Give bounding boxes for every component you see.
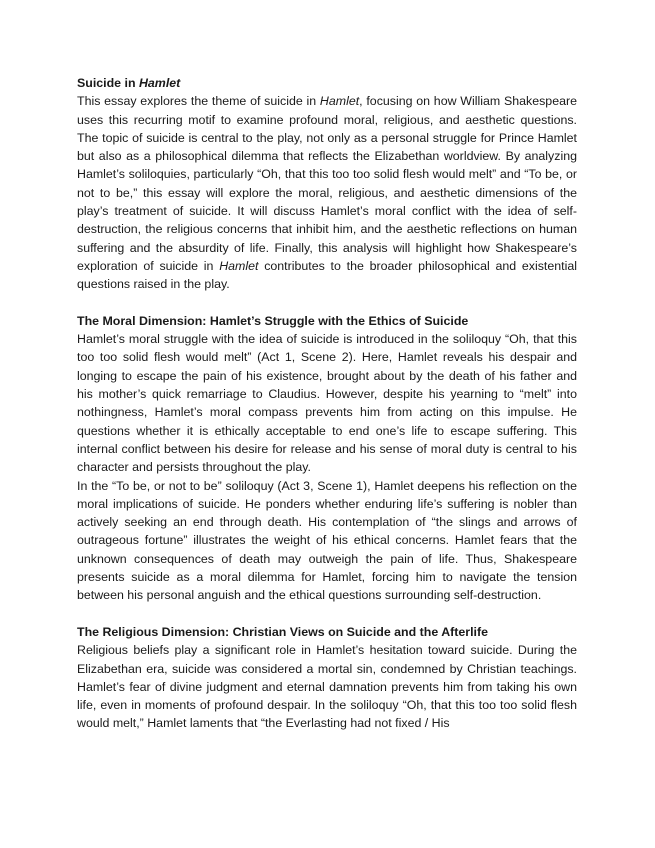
intro-italic-1: Hamlet (319, 94, 360, 109)
section-heading-moral: The Moral Dimension: Hamlet’s Struggle with the Ethics of Suicide (77, 313, 469, 328)
religious-paragraph-1: Religious beliefs play a significant role in Hamlet’s hesitation toward suicide. During the Elizabethan era, suicide was considered a mortal sin, condemned by Christian teachings. Hamlet’s fear of divine judgment and eternal damnation prevents him from taking his own life, even in moments of profound despair. In the soliloquy “Oh, that this too too solid flesh would melt,” Hamlet laments that “the Everlasting had not fixed / His (77, 643, 577, 731)
document-title (77, 74, 577, 92)
intro-text-1: This essay explores the theme of suicide in (77, 94, 320, 109)
intro-text-3: contributes to the broader philosophical and existential questions raised in the play. (77, 258, 577, 292)
document-page (77, 74, 577, 733)
title-italic-text: Hamlet (138, 76, 181, 90)
intro-italic-2: Hamlet (219, 258, 259, 273)
section-heading-religious: The Religious Dimension: Christian Views on Suicide and the Afterlife (77, 624, 489, 639)
moral-paragraph-2: In the “To be, or not to be” soliloquy (Act 3, Scene 1), Hamlet deepens his reflection on the moral implications of suicide. He ponders whether enduring life’s suffering is nobler than actively seeking an end through death. His contemplation of “the slings and arrows of outrageous fortune” illustrates the weight of his ethical concerns. Hamlet fears that the unknown consequences of death may outweigh the pain of life. Thus, Shakespeare presents suicide as a moral dilemma for Hamlet, forcing him to navigate the tension between his personal anguish and the ethical questions surrounding self-destruction. (77, 478, 577, 603)
moral-paragraph-1: Hamlet’s moral struggle with the idea of suicide is introduced in the soliloquy “Oh, that this too too solid flesh would melt” (Act 1, Scene 2). Here, Hamlet reveals his despair and longing to escape the pain of his existence, brought about by the death of his father and his mother’s quick remarriage to Claudius. However, despite his yearning to “melt” into nothingness, Hamlet’s moral compass prevents him from acting on this impulse. He questions whether it is ethically acceptable to end one’s life to escape suffering. This internal conflict between his desire for release and his sense of moral duty is central to his character and persists throughout the play. (77, 332, 577, 475)
intro-text-2: , focusing on how William Shakespeare uses this recurring motif to examine profound moral, religious, and aesthetic questions. The topic of suicide is central to the play, not only as a personal struggle for Prince Hamlet but also as a philosophical dilemma that reflects the Elizabethan worldview. By analyzing Hamlet’s soliloquies, particularly “Oh, that this too too solid flesh would melt” and “To be, or not to be,” this essay will explore the moral, religious, and aesthetic dimensions of the play’s treatment of suicide. It will discuss Hamlet’s moral conflict with the idea of self-destruction, the religious concerns that inhibit him, and the aesthetic reflections on human suffering and the absurdity of life. Finally, this analysis will highlight how Shakespeare’s exploration of suicide in (77, 94, 577, 273)
title-text: Suicide in (77, 76, 139, 90)
intro-paragraph (77, 92, 577, 293)
